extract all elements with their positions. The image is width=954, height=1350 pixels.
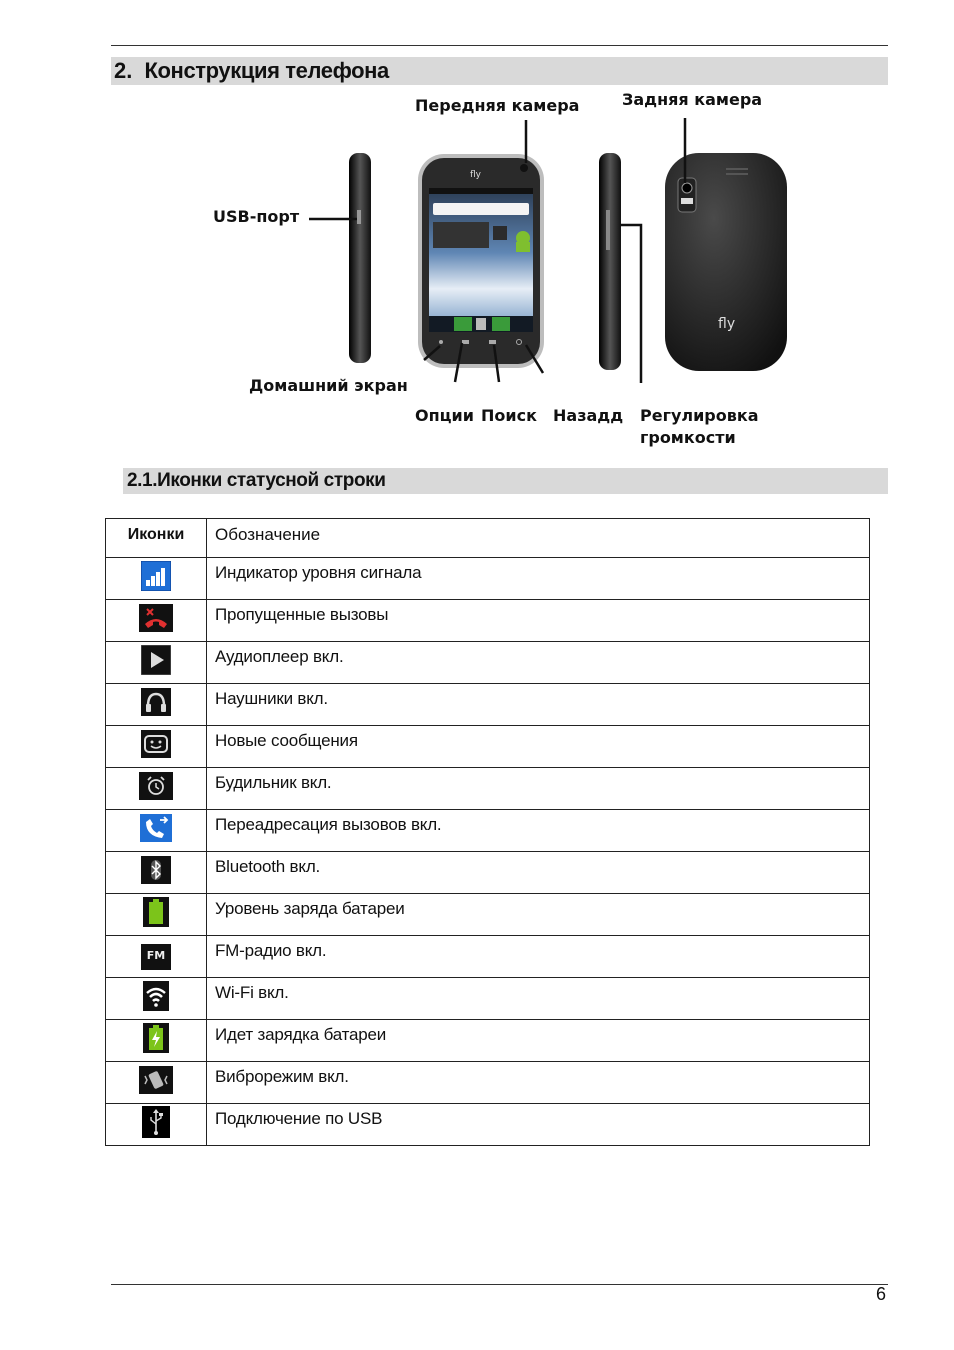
row-description: Аудиоплеер вкл.	[207, 642, 870, 684]
play-icon	[141, 645, 171, 675]
table-row	[106, 852, 870, 894]
table-row	[106, 1062, 870, 1104]
label-home-screen: Домашний экран	[249, 376, 408, 395]
section-number: 2.	[114, 58, 133, 83]
table-row	[106, 726, 870, 768]
phone-construction-figure	[0, 0, 954, 460]
phone-illustration	[0, 0, 954, 460]
right-side-view	[599, 153, 621, 370]
row-description: Новые сообщения	[207, 726, 870, 768]
label-usb-port: USB-порт	[213, 207, 300, 226]
vibrate-icon	[139, 1066, 173, 1094]
table-row	[106, 978, 870, 1020]
row-description: Наушники вкл.	[207, 684, 870, 726]
status-icons-table	[105, 518, 870, 1146]
page-number: 6	[875, 1284, 886, 1304]
row-description: Bluetooth вкл.	[207, 852, 870, 894]
label-back: Назадд	[553, 406, 624, 425]
new-message-icon	[141, 730, 171, 758]
bluetooth-icon	[141, 856, 171, 884]
battery-icon	[143, 897, 169, 927]
back-view	[665, 153, 787, 371]
row-description: Wi-Fi вкл.	[207, 978, 870, 1020]
label-volume-line2: громкости	[640, 428, 736, 447]
row-description: Идет зарядка батареи	[207, 1020, 870, 1062]
row-description: Переадресация вызовов вкл.	[207, 810, 870, 852]
table-row	[106, 894, 870, 936]
headphones-icon	[141, 688, 171, 716]
row-description: Индикатор уровня сигнала	[207, 558, 870, 600]
front-view	[418, 154, 544, 368]
table-row	[106, 1104, 870, 1146]
usb-icon	[142, 1106, 170, 1138]
table-header-row	[106, 519, 870, 558]
label-front-camera: Передняя камера	[415, 96, 580, 115]
battery-charging-icon	[143, 1023, 169, 1053]
table-row	[106, 600, 870, 642]
table-row	[106, 558, 870, 600]
row-description: Уровень заряда батареи	[207, 894, 870, 936]
call-forward-icon	[140, 814, 172, 842]
table-row	[106, 642, 870, 684]
signal-strength-icon	[141, 561, 171, 591]
table-row	[106, 768, 870, 810]
row-description: Пропущенные вызовы	[207, 600, 870, 642]
back-brand-logo: fly	[718, 316, 736, 332]
table-row	[106, 684, 870, 726]
table-row	[106, 810, 870, 852]
table-header-meaning: Обозначение	[207, 519, 870, 558]
table-row	[106, 1020, 870, 1062]
label-options: Опции	[415, 406, 474, 425]
subsection-title: 2.1.Иконки статусной строки	[127, 470, 386, 491]
bottom-rule	[111, 1284, 888, 1285]
table-row	[106, 936, 870, 978]
label-back-camera: Задняя камера	[622, 90, 763, 109]
left-side-view	[349, 153, 371, 363]
missed-call-icon	[139, 604, 173, 632]
front-brand-logo: fly	[470, 170, 481, 180]
front-camera-lens	[520, 164, 528, 172]
row-description: Виброрежим вкл.	[207, 1062, 870, 1104]
alarm-icon	[139, 772, 173, 800]
table-header-icons: Иконки	[106, 519, 207, 558]
label-search: Поиск	[481, 406, 537, 425]
fm-radio-icon: FM	[141, 944, 171, 970]
wifi-icon	[143, 981, 169, 1011]
row-description: FM-радио вкл.	[207, 936, 870, 978]
row-description: Подключение по USB	[207, 1104, 870, 1146]
row-description: Будильник вкл.	[207, 768, 870, 810]
section-title: Конструкция телефона	[144, 58, 389, 83]
label-volume-line1: Регулировка	[640, 406, 759, 425]
subsection-heading	[123, 468, 888, 494]
